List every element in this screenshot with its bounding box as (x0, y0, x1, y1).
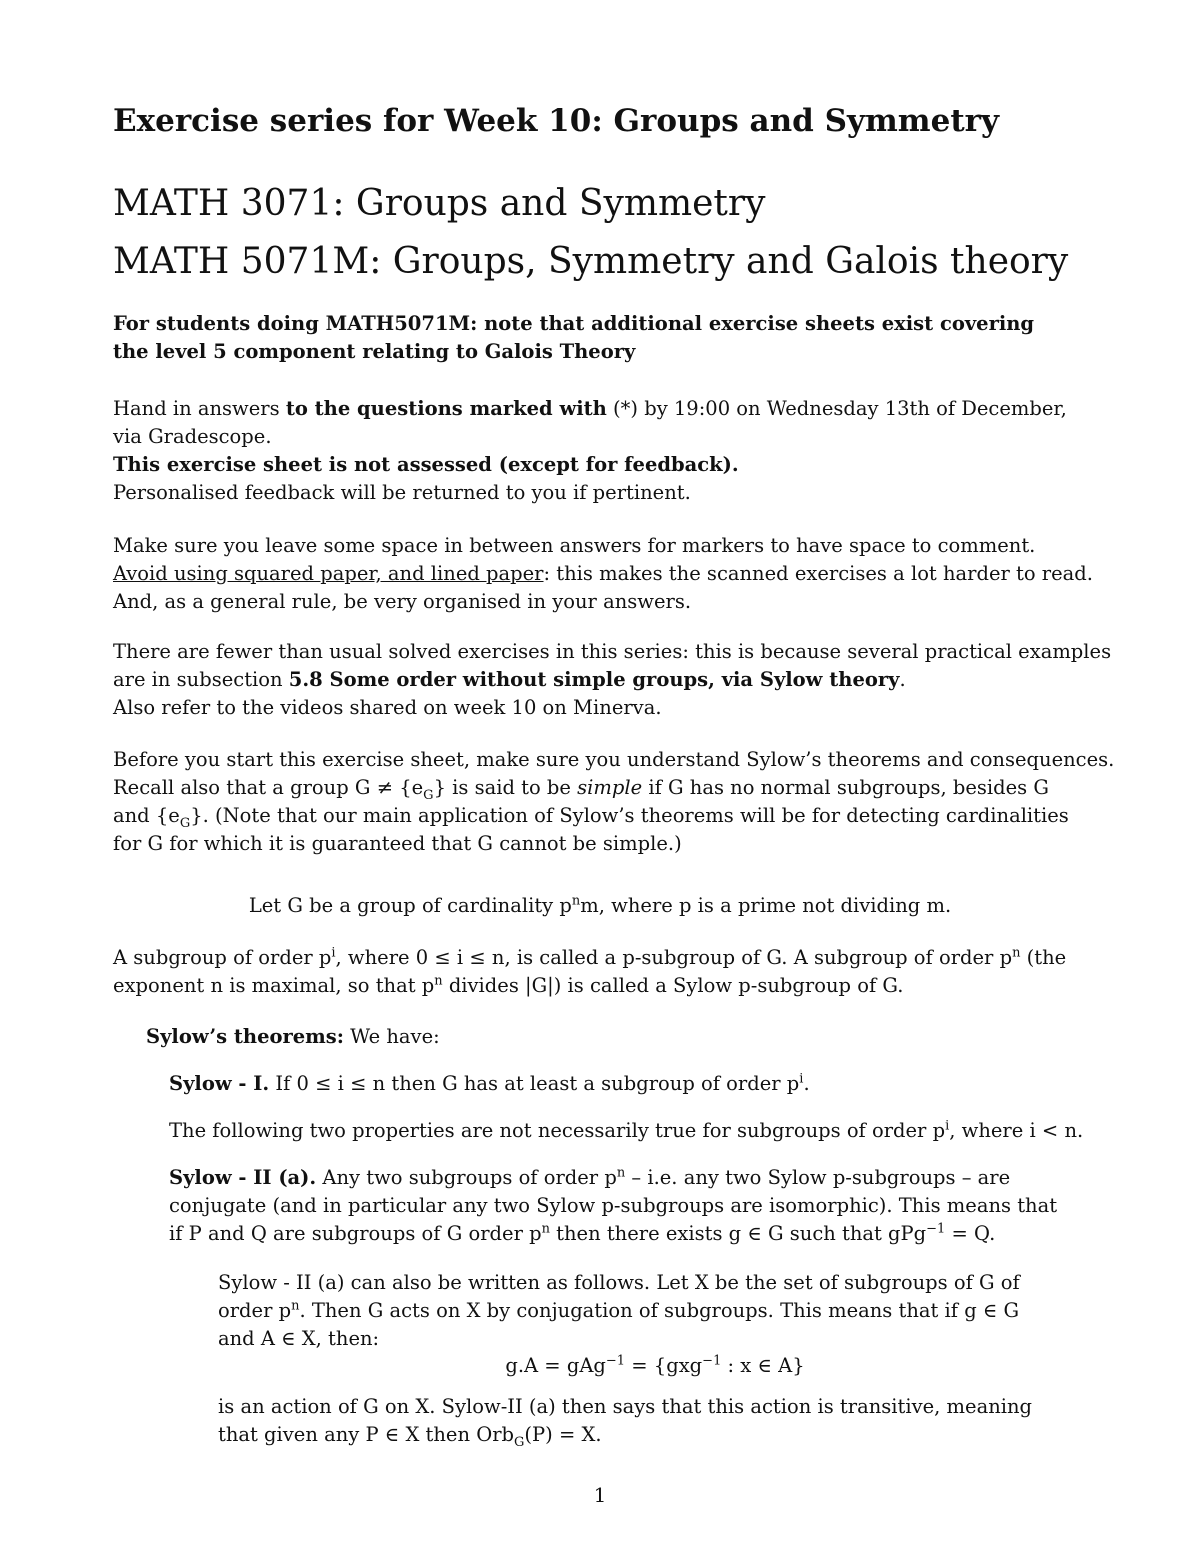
galois-note-line-2: the level 5 component relating to Galois Theory (113, 340, 636, 363)
handin-line-2: via Gradescope. (113, 425, 272, 448)
alt-line-2: order $p^n$. Then G acts on X by conjugation of subgroups. This means that if g ∈ G (218, 1298, 1020, 1322)
before-line-4: for G for which it is guaranteed that G cannot be simple.) (113, 832, 682, 855)
alt-line-5: that given any P ∈ X then Orb$_G$(P) = X. (218, 1423, 602, 1450)
subgroup-line-1: A subgroup of order $p^i$, where 0 ≤ i ≤ n, is called a p-subgroup of G. A subgroup of order $p^n$ (the (113, 945, 1067, 969)
handin-line-1: Hand in answers to the questions marked with (*) by 19:00 on Wednesday 13th of December, (113, 397, 1067, 420)
course-heading-3071: MATH 3071: Groups and Symmetry (113, 183, 766, 224)
fewer-line-3: Also refer to the videos shared on week 10 on Minerva. (113, 696, 662, 719)
sylow-i: Sylow - I. If 0 ≤ i ≤ n then G has at least a subgroup of order $p^i$. (169, 1071, 810, 1095)
alt-line-1: Sylow - II (a) can also be written as follows. Let X be the set of subgroups of G of (218, 1271, 1020, 1294)
sylow-ii-line-3: if P and Q are subgroups of G order $p^n$ then there exists g ∈ G such that gPg$^{-1}$ = Q. (169, 1221, 996, 1245)
instructions-line-3: And, as a general rule, be very organised in your answers. (113, 590, 692, 613)
action-equation: g.A = gAg$^{-1}$ = {gxg$^{-1}$ : x ∈ A} (505, 1353, 805, 1377)
page-number: 1 (593, 1483, 607, 1507)
not-assessed-notice: This exercise sheet is not assessed (except for feedback). (113, 453, 739, 476)
sylow-ii-line-2: conjugate (and in particular any two Sylow p-subgroups are isomorphic). This means that (169, 1194, 1058, 1217)
before-line-1: Before you start this exercise sheet, make sure you understand Sylow’s theorems and consequences. (113, 748, 1115, 771)
alt-line-4: is an action of G on X. Sylow-II (a) then says that this action is transitive, meaning (218, 1395, 1033, 1418)
course-heading-5071m: MATH 5071M: Groups, Symmetry and Galois theory (113, 241, 1069, 282)
definition-let-g: Let G be a group of cardinality $p^nm$, where p is a prime not dividing m. (248, 893, 952, 917)
fewer-line-2: are in subsection 5.8 Some order without simple groups, via Sylow theory. (113, 668, 906, 691)
sylow-heading: Sylow’s theorems: We have: (146, 1025, 440, 1048)
before-line-2: Recall also that a group $G \ne \{e_G\}$ is said to be simple if G has no normal subgroups, besides G (113, 776, 1049, 803)
galois-note-line-1: For students doing MATH5071M: note that additional exercise sheets exist covering (113, 312, 1035, 335)
instructions-line-2: Avoid using squared paper, and lined paper: this makes the scanned exercises a lot harder to read. (113, 562, 1093, 585)
following-note: The following two properties are not necessarily true for subgroups of order $p^i$, where i < n. (169, 1118, 1084, 1142)
subgroup-line-2: exponent n is maximal, so that $p^n$ divides |G|) is called a Sylow p-subgroup of G. (113, 973, 904, 997)
feedback-line: Personalised feedback will be returned to you if pertinent. (113, 481, 691, 504)
instructions-line-1: Make sure you leave some space in between answers for markers to have space to comment. (113, 534, 1036, 557)
before-line-3: and $\{e_G\}$. (Note that our main application of Sylow’s theorems will be for detecting cardinalities (113, 804, 1069, 831)
fewer-line-1: There are fewer than usual solved exercises in this series: this is because several practical examples (113, 640, 1112, 663)
page-title: Exercise series for Week 10: Groups and Symmetry (113, 103, 999, 139)
alt-line-3: and A ∈ X, then: (218, 1327, 380, 1350)
sylow-ii-line-1: Sylow - II (a). Any two subgroups of order $p^n - i.e$. any two Sylow p-subgroups – are (169, 1165, 1011, 1189)
